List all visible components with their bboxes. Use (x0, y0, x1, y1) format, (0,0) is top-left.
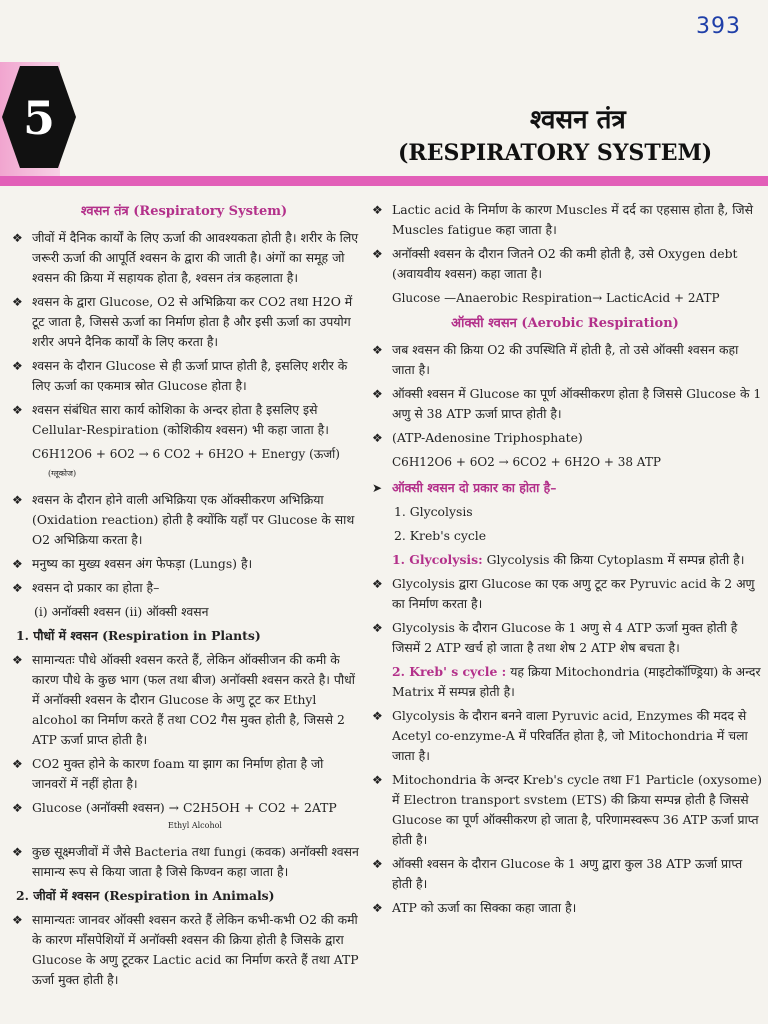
bullet-icon: ❖ (372, 857, 383, 871)
paragraph-text: श्वसन दो प्रकार का होता है– (32, 580, 160, 595)
bullet-icon: ❖ (12, 801, 23, 815)
paragraph-text: Mitochondria के अन्दर Kreb's cycle तथा F1 Particle (oxysome) में Electron transport svstem (ETS) की क्रिया सम्पन्न होती है जिससे Glucose का पूर्ण ऑक्सीकरण हो जाता है, परिणामस्वरूप 36 ATP ऊर्जा प्राप्त होती है। (392, 772, 762, 847)
paragraph (368, 574, 762, 614)
paragraph (8, 578, 360, 598)
bullet-icon: ❖ (12, 913, 23, 927)
chapter-title-english: (RESPIRATORY SYSTEM) (398, 140, 713, 166)
subsection-heading: 2. जीवों में श्वसन (Respiration in Animals) (16, 888, 275, 903)
section-heading: श्वसन तंत्र (Respiratory System) (80, 204, 288, 219)
paragraph-text: सामान्यतः पौधे ऑक्सी श्वसन करते हैं, लेकिन ऑक्सीजन की कमी के कारण पौधे के कुछ भाग (फल तथा बीज) अनॉक्सी श्वसन करते है। पौधों में अनॉक्सी श्वसन के दौरान Glucose के अणु टूट कर Ethyl alcohol का निर्माण करते हैं तथा CO2 गैस मुक्त होती है, जिससे 2 ATP ऊर्जा प्राप्त होती है। (32, 652, 356, 747)
bullet-icon: ❖ (12, 557, 23, 571)
bullet-icon: ❖ (12, 653, 23, 667)
bullet-icon: ❖ (372, 709, 383, 723)
paragraph (368, 706, 762, 766)
paragraph-text: श्वसन के दौरान होने वाली अभिक्रिया एक ऑक्सीकरण अभिक्रिया (Oxidation reaction) होती है क्योंकि यहाँ पर Glucose के साथ O2 अभिक्रिया करता है। (32, 492, 355, 547)
list-item: (i) अनॉक्सी श्वसन (ii) ऑक्सी श्वसन (34, 604, 209, 619)
paragraph-text: Lactic acid के निर्माण के कारण Muscles में दर्द का एहसास होता है, जिसे Muscles fatigue कहा जाता है। (392, 202, 753, 237)
bullet-icon: ❖ (372, 773, 383, 787)
paragraph-text: CO2 मुक्त होने के कारण foam या झाग का निर्माण होता है जो जानवरों में नहीं होता है। (32, 756, 324, 791)
paragraph-text: ऑक्सी श्वसन में Glucose का पूर्ण ऑक्सीकरण होता है जिससे Glucose के 1 अणु से 38 ATP ऊर्जा प्राप्त होती है। (392, 386, 762, 421)
paragraph (368, 340, 762, 380)
bullet-icon: ❖ (12, 359, 23, 373)
bullet-icon: ❖ (372, 203, 383, 217)
right-column (368, 200, 762, 922)
paragraph-text: श्वसन संबंधित सारा कार्य कोशिका के अन्दर होता है इसलिए इसे Cellular-Respiration (कोशिकीय श्वसन) भी कहा जाता है। (32, 402, 329, 437)
paragraph (368, 618, 762, 658)
list-item: 1. Glycolysis (394, 504, 473, 519)
paragraph-text: श्वसन के दौरान Glucose से ही ऊर्जा प्राप्त होती है, इसलिए शरीर के लिए ऊर्जा का एकमात्र स्रोत Glucose होता है। (32, 358, 348, 393)
paragraph (8, 490, 360, 550)
bullet-icon: ❖ (372, 901, 383, 915)
equation: C6H12O6 + 6O2 → 6CO2 + 6H2O + 38 ATP (392, 455, 661, 469)
chapter-title-hindi: श्वसन तंत्र (530, 105, 626, 135)
paragraph (368, 384, 762, 424)
bullet-icon: ❖ (12, 231, 23, 245)
list-item: 2. Kreb's cycle (394, 528, 487, 543)
paragraph-text: Glycolysis के दौरान Glucose के 1 अणु से 4 ATP ऊर्जा मुक्त होती है जिसमें 2 ATP खर्च हो जाता है तथा शेष 2 ATP शेष बचता है। (392, 620, 738, 655)
bullet-icon: ❖ (12, 845, 23, 859)
page-number: 393 (696, 14, 741, 39)
bullet-icon: ❖ (372, 247, 383, 261)
bullet-icon: ❖ (12, 581, 23, 595)
paragraph-text: Glycolysis के दौरान बनने वाला Pyruvic acid, Enzymes की मदद से Acetyl co-enzyme-A में परिवर्तित होता है, जो Mitochondria में चला जाता है। (392, 708, 748, 763)
chapter-number: 5 (22, 91, 56, 145)
paragraph (368, 898, 762, 918)
title-divider (0, 176, 768, 186)
paragraph (368, 478, 762, 498)
section-heading: ऑक्सी श्वसन (Aerobic Respiration) (451, 316, 679, 331)
bullet-icon: ❖ (372, 387, 383, 401)
paragraph (8, 228, 360, 288)
paragraph (8, 798, 360, 818)
paragraph (8, 400, 360, 440)
equation-note: Ethyl Alcohol (168, 821, 222, 830)
equation: Glucose —Anaerobic Respiration→ LacticAcid + 2ATP (392, 291, 720, 305)
left-column (8, 200, 360, 994)
paragraph-text: अनॉक्सी श्वसन के दौरान जितने O2 की कमी होती है, उसे Oxygen debt (अवायवीय श्वसन) कहा जाता है। (392, 246, 738, 281)
bullet-icon: ❖ (372, 343, 383, 357)
paragraph-text: Glucose (अनॉक्सी श्वसन) → C2H5OH + CO2 + 2ATP (32, 800, 337, 815)
paragraph-text: ATP को ऊर्जा का सिक्का कहा जाता है। (392, 900, 577, 915)
paragraph (8, 554, 360, 574)
subsection-heading: 1. पौधों में श्वसन (Respiration in Plants) (16, 628, 261, 643)
paragraph (8, 910, 360, 990)
equation-note: (ग्लूकोज) (48, 469, 77, 478)
subsection-label: 1. Glycolysis: (392, 552, 483, 567)
paragraph-text: (ATP-Adenosine Triphosphate) (392, 430, 583, 445)
paragraph (368, 662, 762, 702)
paragraph-text: जब श्वसन की क्रिया O2 की उपस्थिति में होती है, तो उसे ऑक्सी श्वसन कहा जाता है। (392, 342, 739, 377)
paragraph (8, 842, 360, 882)
paragraph (8, 650, 360, 750)
bullet-icon: ❖ (372, 621, 383, 635)
bullet-icon: ❖ (372, 431, 383, 445)
subsection-label: 2. Kreb' s cycle : (392, 664, 507, 679)
paragraph-text: Glycolysis की क्रिया Cytoplasm में सम्पन्न होती है। (486, 552, 745, 567)
paragraph (368, 550, 762, 570)
paragraph-text: श्वसन के द्वारा Glucose, O2 से अभिक्रिया कर CO2 तथा H2O में टूट जाता है, जिससे ऊर्जा का निर्माण होता है और इसी ऊर्जा का उपयोग शरीर अपने दैनिक कार्यों के लिए करता है। (32, 294, 353, 349)
paragraph (8, 754, 360, 794)
chapter-number-badge (2, 62, 76, 172)
paragraph-text: यह क्रिया Mitochondria (माइटोकॉण्ड्रिया) के अन्दर Matrix में सम्पन्न होती है। (392, 664, 761, 699)
bullet-icon: ❖ (12, 403, 23, 417)
paragraph-text: ऑक्सी श्वसन के दौरान Glucose के 1 अणु द्वारा कुल 38 ATP ऊर्जा प्राप्त होती है। (392, 856, 743, 891)
paragraph (368, 854, 762, 894)
paragraph (368, 244, 762, 284)
bullet-icon: ❖ (372, 577, 383, 591)
bullet-icon: ❖ (12, 493, 23, 507)
paragraph-text: कुछ सूक्ष्मजीवों में जैसे Bacteria तथा fungi (कवक) अनॉक्सी श्वसन सामान्य रूप से किया जाता है जिसे किण्वन कहा जाता है। (32, 844, 359, 879)
equation: C6H12O6 + 6O2 → 6 CO2 + 6H2O + Energy (ऊर्जा) (32, 447, 340, 461)
paragraph (368, 770, 762, 850)
paragraph-text: ऑक्सी श्वसन दो प्रकार का होता है– (392, 480, 557, 495)
paragraph (368, 200, 762, 240)
paragraph-text: सामान्यतः जानवर ऑक्सी श्वसन करते हैं लेकिन कभी-कभी O2 की कमी के कारण माँसपेशियों में अनॉक्सी श्वसन की क्रिया होती है जिसके द्वारा Glucose के अणु टूटकर Lactic acid का निर्माण करते हैं तथा ATP ऊर्जा मुक्त होती है। (32, 912, 359, 987)
bullet-icon: ❖ (12, 295, 23, 309)
paragraph-text: जीवों में दैनिक कार्यों के लिए ऊर्जा की आवश्यकता होती है। शरीर के लिए जरूरी ऊर्जा की आपूर्ति श्वसन के द्वारा की जाती है। अंगों का समूह जो श्वसन की क्रिया में सहायक होता है, श्वसन तंत्र कहलाता है। (32, 230, 359, 285)
paragraph (8, 356, 360, 396)
bullet-icon: ❖ (12, 757, 23, 771)
paragraph (8, 292, 360, 352)
paragraph-text: Glycolysis द्वारा Glucose का एक अणु टूट कर Pyruvic acid के 2 अणु का निर्माण करता है। (392, 576, 755, 611)
paragraph (368, 428, 762, 448)
arrow-bullet-icon: ➤ (372, 481, 383, 495)
paragraph-text: मनुष्य का मुख्य श्वसन अंग फेफड़ा (Lungs) है। (32, 556, 253, 571)
